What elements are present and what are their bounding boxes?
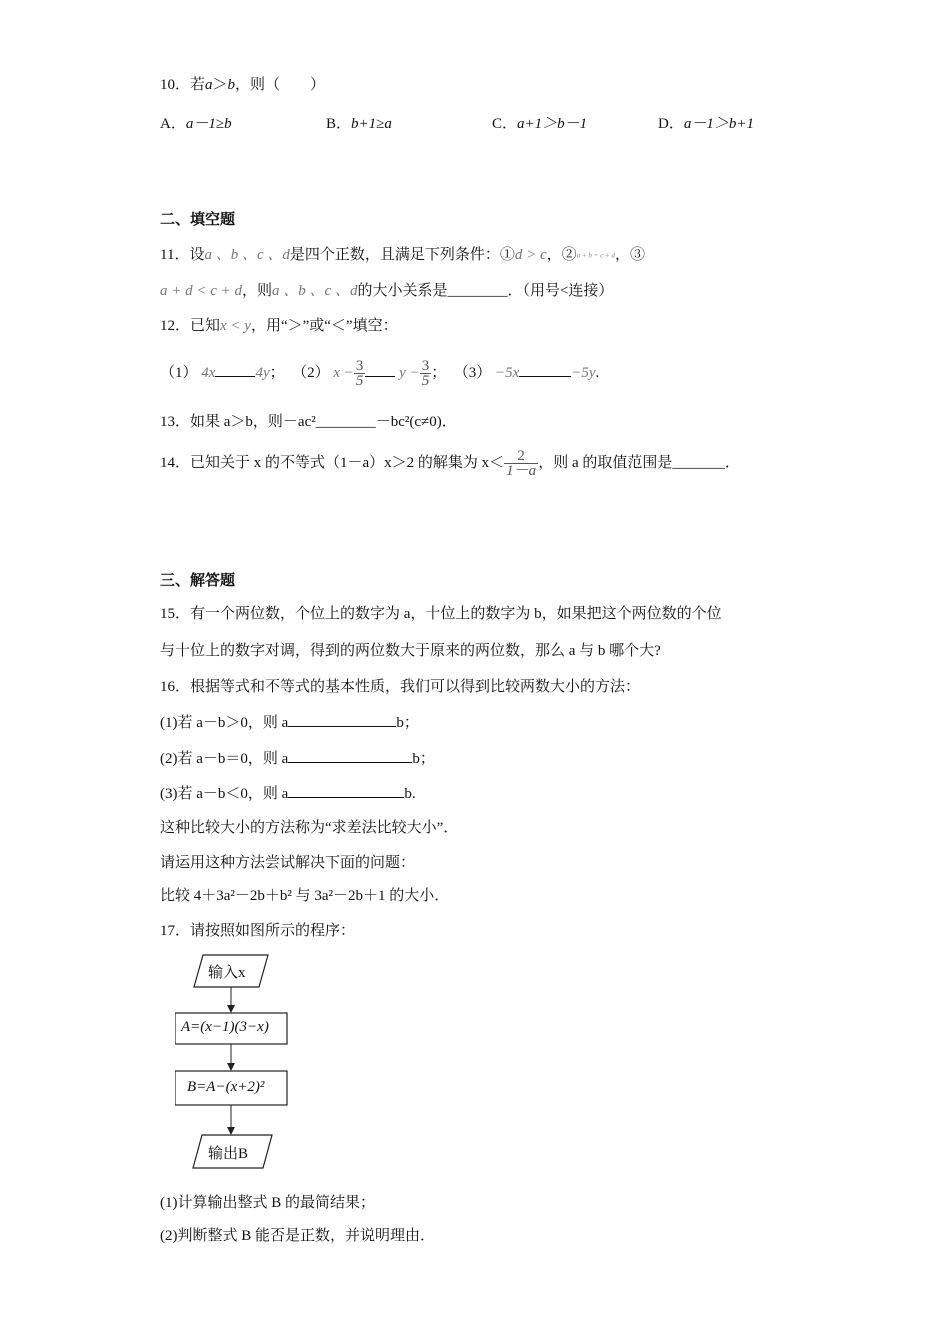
q16-blank-1 — [288, 712, 396, 727]
q10-option-b: B．b+1≥a — [326, 116, 392, 132]
q15-line1: 15．有一个两位数，个位上的数字为 a，十位上的数字为 b，如果把这个两位数的个位 — [160, 606, 722, 622]
q12-blank-1 — [215, 362, 255, 377]
q10-option-d: D．a－1＞b+1 — [658, 116, 754, 132]
q17-line1: 17．请按照如图所示的程序： — [160, 923, 356, 939]
q12-blank-3 — [519, 362, 571, 377]
q14-text: 14．已知关于 x 的不等式（1－a）x＞2 的解集为 x＜ $\frac{2}{1-a}$ ，则 a 的取值范围是_______． — [160, 448, 740, 480]
q16-line1: 16．根据等式和不等式的基本性质，我们可以得到比较两数大小的方法： — [160, 679, 641, 695]
q16-part2: (2)若 a－b＝0，则 a b； — [160, 748, 435, 769]
q10-option-a: A．a－1≥b — [160, 116, 232, 132]
q17-part1: (1)计算输出整式 B 的最简结果； — [160, 1195, 375, 1211]
section-title-fill-blank: 二、填空题 — [160, 212, 236, 228]
q16-part3: (3)若 a－b＜0，则 a b. — [160, 783, 416, 804]
q15-line2: 与十位上的数字对调，得到的两位数大于原来的两位数，那么 a 与 b 哪个大? — [160, 643, 661, 659]
q10-stem: 10．若a＞b，则（ ） — [160, 77, 326, 93]
q12-fraction-1: $\frac{3}{5}$ — [355, 358, 364, 390]
flow-output-label: 输出B — [208, 1146, 249, 1162]
q10-option-c: C．a+1＞b－1 — [492, 116, 588, 132]
q12-blank-2 — [365, 362, 395, 377]
q12-parts: （1） 4x 4y； （2） x − $\frac{3}{5}$ y − $\frac{3}{5}$ ； （3） −5x −5y. — [160, 358, 600, 390]
q13-text: 13．如果 a＞b，则－ac²________－bc²(c≠0)． — [160, 414, 457, 430]
q16-line5: 这种比较大小的方法称为“求差法比较大小”． — [160, 820, 459, 836]
q16-line7: 比较 4＋3a²－2b＋b² 与 3a²－2b＋1 的大小． — [160, 888, 450, 904]
flow-input-label: 输入x — [208, 965, 246, 981]
q17-flowchart — [175, 952, 295, 1177]
q12-stem: 12．已知x < y，用“＞”或“＜”填空： — [160, 318, 398, 334]
q16-blank-3 — [288, 783, 404, 798]
q14-fraction: $\frac{2}{1-a}$ — [506, 448, 537, 480]
q16-blank-2 — [288, 748, 412, 763]
q16-line6: 请运用这种方法尝试解决下面的问题： — [160, 855, 416, 871]
flow-step1-label: A=(x−1)(3−x) — [181, 1019, 269, 1035]
q11-line1: 11．设a 、b 、c 、d是四个正数，且满足下列条件：①d > c，②a + b = c + d，③ — [160, 247, 645, 263]
q16-part1: (1)若 a－b＞0，则 a b； — [160, 712, 419, 733]
q11-line2: a + d < c + d，则a 、b 、c 、d的大小关系是________．（用号<连接） — [160, 283, 614, 299]
q12-fraction-2: $\frac{3}{5}$ — [421, 358, 430, 390]
flow-step2-label: B=A−(x+2)² — [187, 1079, 265, 1095]
section-title-answer: 三、解答题 — [160, 573, 236, 589]
q17-part2: (2)判断整式 B 能否是正数，并说明理由． — [160, 1228, 435, 1244]
